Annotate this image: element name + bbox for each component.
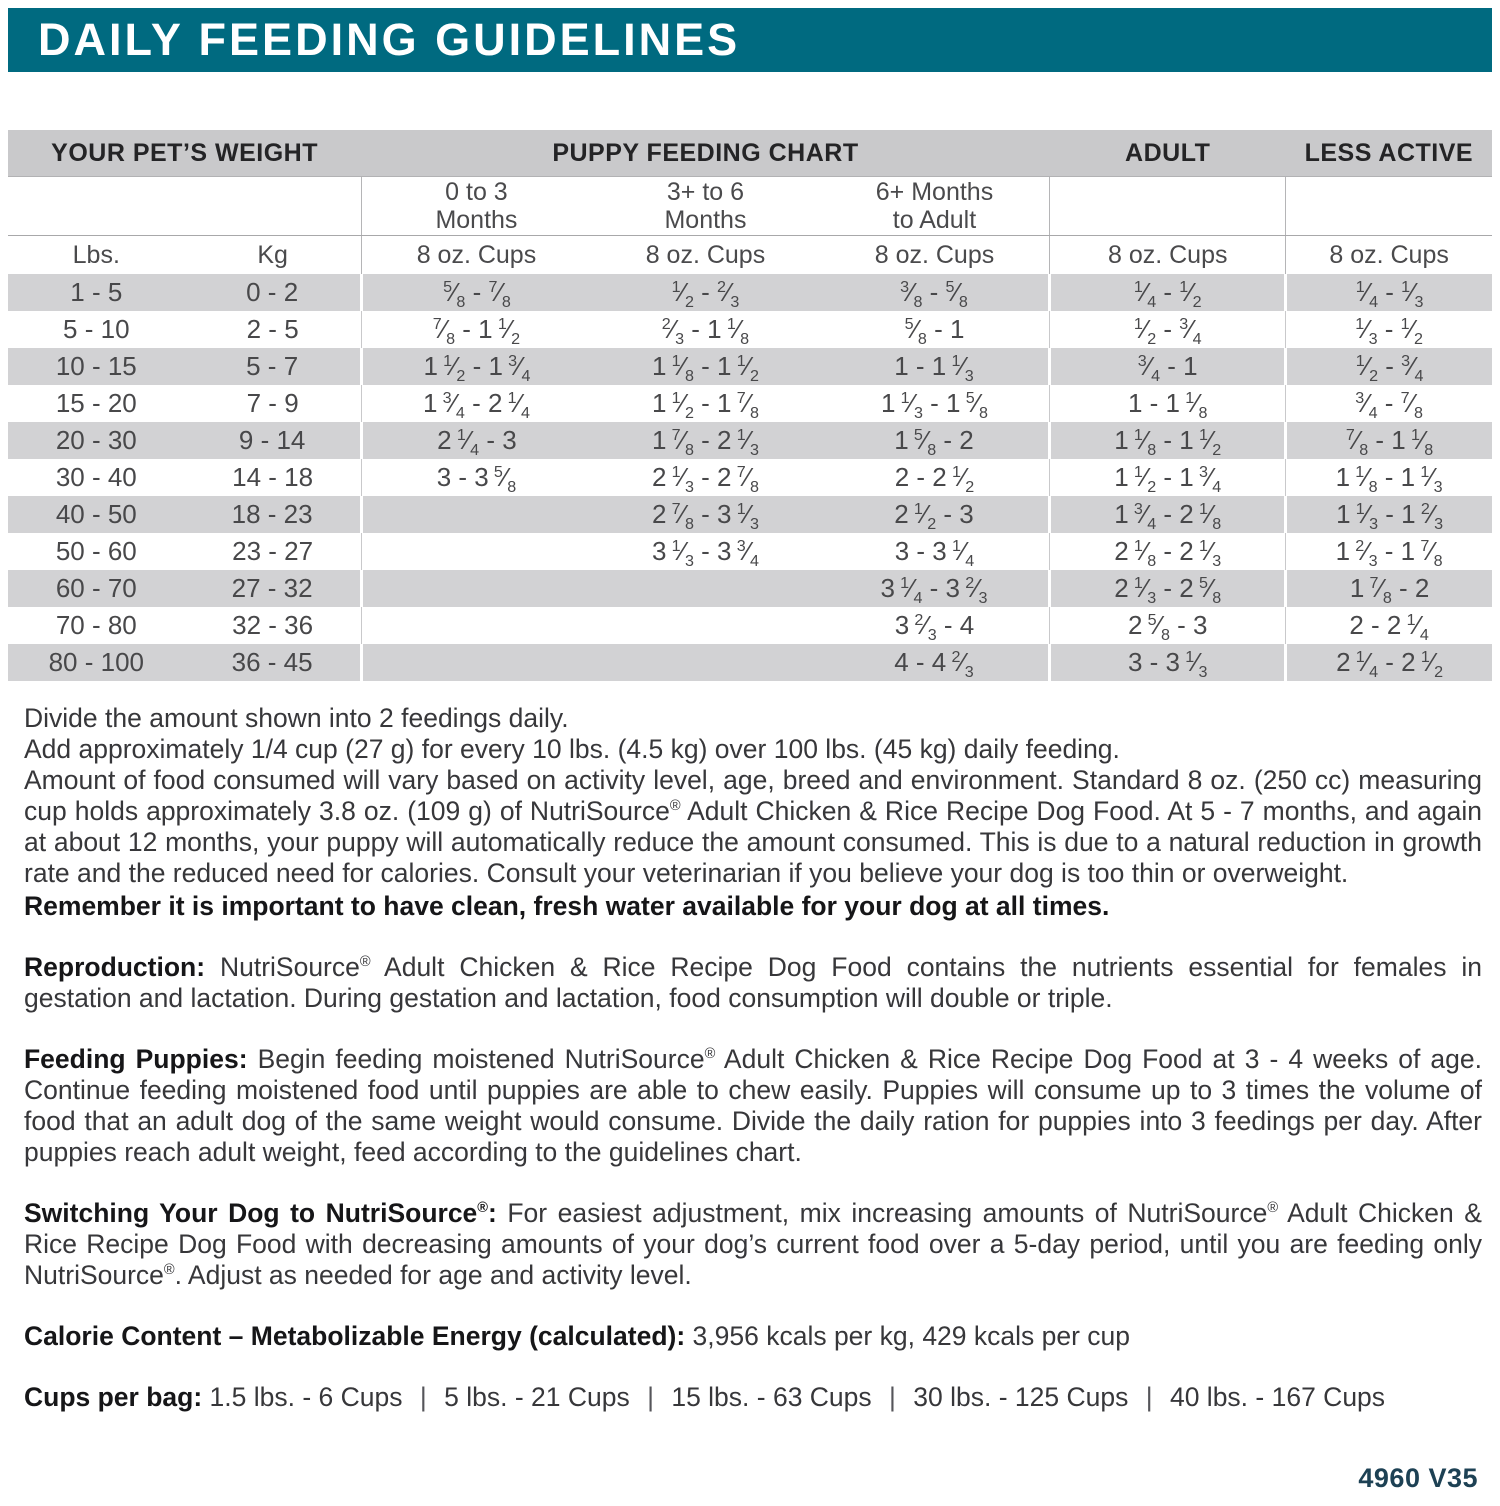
- cell-adult: $^1⁄_2$ - $^3⁄_4$: [1050, 311, 1286, 348]
- cell-adult: $^3⁄_4 - 1$: [1050, 348, 1286, 385]
- cell-adult: 2 $^5⁄_8 - 3$: [1050, 607, 1286, 644]
- cell-kg: 27 - 32: [185, 570, 362, 607]
- header-puppy-chart: PUPPY FEEDING CHART: [361, 130, 1050, 177]
- section-reproduction: [24, 952, 1482, 1014]
- cell-adult: 1 $^3⁄_4 - 2$ $^1⁄_8$: [1050, 496, 1286, 533]
- cell-p36: 2 $^1⁄_3 - 2$ $^7⁄_8$: [651, 462, 759, 497]
- header-cups-less: 8 oz. Cups: [1286, 236, 1492, 275]
- section-reproduction-text: NutriSource® Adult Chicken & Rice Recipe Dog Food contains the nutrients essential for females in gestation and lactation. During gestation and lactation, food consumption will double or triple.: [24, 952, 1482, 1013]
- notes-block: [24, 703, 1482, 922]
- cell-p03: [361, 644, 591, 681]
- cell-p03: $^7⁄_8 - 1$ $^1⁄_2$: [361, 311, 591, 348]
- cell-adult: $^1⁄_4$ - $^1⁄_2$: [1050, 274, 1286, 311]
- months-line: to Adult: [892, 206, 977, 234]
- cell-p6a: 2 $^1⁄_2 - 3$: [820, 496, 1050, 533]
- cell-less: 1 $^1⁄_3 - 1$ $^2⁄_3$: [1286, 496, 1492, 533]
- cell-p03: $^5⁄_8$ - $^7⁄_8$: [361, 274, 591, 311]
- header-pet-weight: YOUR PET’S WEIGHT: [8, 130, 361, 177]
- cell-lbs: 5 - 10: [63, 314, 130, 344]
- cell-p03: 2 $^1⁄_4 - 3$: [361, 422, 591, 459]
- cell-p36: $^2⁄_3 - 1$ $^1⁄_8$: [661, 314, 750, 349]
- feeding-table-body: [8, 274, 1492, 681]
- cell-adult: 2 $^1⁄_8 - 2$ $^1⁄_3$: [1050, 533, 1286, 570]
- table-row: [8, 607, 1492, 644]
- cell-p36: 1 $^7⁄_8 - 2$ $^1⁄_3$: [591, 422, 820, 459]
- cell-p03: 1 $^1⁄_2 - 1$ $^3⁄_4$: [361, 348, 591, 385]
- table-row: [8, 644, 1492, 681]
- product-code: 4960 V35: [1358, 1463, 1478, 1493]
- header-6-adult-months: [820, 177, 1050, 236]
- cell-kg: 32 - 36: [232, 610, 314, 640]
- section-feeding-puppies: [24, 1044, 1482, 1168]
- notes-lines: [24, 703, 1482, 889]
- table-row: [8, 496, 1492, 533]
- cell-adult: 1 $^1⁄_8 - 1$ $^1⁄_2$: [1050, 422, 1286, 459]
- cell-p6a: 2 - 2 $^1⁄_2$: [894, 462, 975, 497]
- cell-kg: 18 - 23: [185, 496, 362, 533]
- table-row: [8, 459, 1492, 496]
- cell-p36: $^1⁄_2$ - $^2⁄_3$: [591, 274, 820, 311]
- months-line: 0 to 3: [445, 178, 508, 206]
- cell-kg: 36 - 45: [185, 644, 362, 681]
- cell-p36: [591, 644, 820, 681]
- cell-p6a: 1 $^5⁄_8 - 2$: [820, 422, 1050, 459]
- notes-bold-line: Remember it is important to have clean, fresh water available for your dog at all times.: [24, 891, 1110, 921]
- header-0-3-months: [361, 177, 591, 236]
- table-row: [8, 348, 1492, 385]
- feeding-guidelines-page: [0, 8, 1500, 1506]
- cell-less: $^1⁄_3$ - $^1⁄_2$: [1286, 311, 1492, 348]
- header-cups-p6a: 8 oz. Cups: [874, 240, 995, 269]
- table-row: [8, 570, 1492, 607]
- cell-less: 1 $^1⁄_8 - 1$ $^1⁄_3$: [1286, 459, 1492, 496]
- cell-less: $^1⁄_2$ - $^3⁄_4$: [1286, 348, 1492, 385]
- note-line: Amount of food consumed will vary based on activity level, age, breed and environment. Standard 8 oz. (250 cc) measuring cup holds approximately 3.8 oz. (109 g) of NutriSource® Adult Chicken & Rice Recipe Dog Food. At 5 - 7 months, and again at about 12 months, your puppy will automatically reduce the amount consumed. This is due to a natural reduction in growth rate and the reduced need for calories. Consult your veterinarian if you believe your dog is too thin or overweight.: [24, 765, 1482, 888]
- cell-adult: 2 $^1⁄_3 - 2$ $^5⁄_8$: [1050, 570, 1286, 607]
- cell-p03: [361, 607, 591, 644]
- header-less-active: LESS ACTIVE: [1286, 130, 1492, 177]
- title-banner: [8, 8, 1492, 72]
- cell-lbs: 50 - 60: [55, 536, 137, 566]
- cell-lbs: 70 - 80: [55, 610, 137, 640]
- header-kg: Kg: [257, 240, 288, 269]
- cell-p36: 3 $^1⁄_3 - 3$ $^3⁄_4$: [651, 536, 759, 571]
- cell-less: $^3⁄_4$ - $^7⁄_8$: [1286, 385, 1492, 422]
- months-spacer-less: [1286, 177, 1492, 236]
- cell-p03: [361, 533, 591, 570]
- calorie-content-line: [24, 1321, 1482, 1352]
- cell-p36: 1 $^1⁄_2 - 1$ $^7⁄_8$: [651, 388, 759, 423]
- cell-p6a: 3 $^1⁄_4 - 3$ $^2⁄_3$: [820, 570, 1050, 607]
- cell-p03: [361, 496, 591, 533]
- months-line: Months: [664, 206, 747, 234]
- cell-p6a: 1 - 1 $^1⁄_3$: [820, 348, 1050, 385]
- section-switching-text: For easiest adjustment, mix increasing amounts of NutriSource® Adult Chicken & Rice Recipe Dog Food with decreasing amounts of your dog’s current food over a 5-day period, until you are feeding only NutriSource®. Adjust as needed for age and activity level.: [24, 1198, 1482, 1290]
- cell-less: 2 - 2 $^1⁄_4$: [1286, 607, 1492, 644]
- cell-lbs: 10 - 15: [8, 348, 185, 385]
- cell-p6a: 4 - 4 $^2⁄_3$: [820, 644, 1050, 681]
- page-title: DAILY FEEDING GUIDELINES: [38, 14, 741, 65]
- table-row: [8, 422, 1492, 459]
- table-months-row: [8, 177, 1492, 236]
- cell-p36: [591, 607, 820, 644]
- cell-less: 1 $^2⁄_3 - 1$ $^7⁄_8$: [1286, 533, 1492, 570]
- cell-lbs: 20 - 30: [8, 422, 185, 459]
- cell-adult: 1 - 1 $^1⁄_8$: [1050, 385, 1286, 422]
- cell-p6a: 3 - 3 $^1⁄_4$: [894, 536, 975, 571]
- calorie-content-label: Calorie Content – Metabolizable Energy (calculated):: [24, 1321, 686, 1351]
- cell-kg: 7 - 9: [246, 388, 299, 418]
- cell-p6a: 1 $^1⁄_3 - 1$ $^5⁄_8$: [880, 388, 988, 423]
- table-row: [8, 385, 1492, 422]
- section-reproduction-label: Reproduction:: [24, 952, 206, 982]
- header-3-6-months: [591, 177, 820, 236]
- header-cups-p03: 8 oz. Cups: [361, 236, 591, 275]
- cell-lbs: 80 - 100: [8, 644, 185, 681]
- feeding-table: [8, 130, 1492, 681]
- cell-lbs: 1 - 5: [8, 274, 185, 311]
- note-line: Add approximately 1/4 cup (27 g) for every 10 lbs. (4.5 kg) over 100 lbs. (45 kg) daily feeding.: [24, 734, 1120, 764]
- cell-kg: 2 - 5: [246, 314, 299, 344]
- cups-per-bag-text: 1.5 lbs. - 6 Cups | 5 lbs. - 21 Cups | 15 lbs. - 63 Cups | 30 lbs. - 125 Cups | 40 lbs. - 167 Cups: [209, 1382, 1386, 1412]
- cell-adult: 1 $^1⁄_2 - 1$ $^3⁄_4$: [1050, 459, 1286, 496]
- calorie-content-value: 3,956 kcals per kg, 429 kcals per cup: [692, 1321, 1131, 1351]
- table-row: [8, 274, 1492, 311]
- cell-p36: 1 $^1⁄_8 - 1$ $^1⁄_2$: [591, 348, 820, 385]
- cell-p6a: 3 $^2⁄_3 - 4$: [894, 610, 975, 645]
- section-switching-label: Switching Your Dog to NutriSource®:: [24, 1198, 497, 1228]
- table-group-header-row: [8, 130, 1492, 177]
- months-line: Months: [435, 206, 518, 234]
- section-feeding-puppies-label: Feeding Puppies:: [24, 1044, 248, 1074]
- cell-lbs: 60 - 70: [8, 570, 185, 607]
- cell-kg: 0 - 2: [185, 274, 362, 311]
- cell-adult: 3 - 3 $^1⁄_3$: [1050, 644, 1286, 681]
- cell-lbs: 30 - 40: [55, 462, 137, 492]
- cell-p36: 2 $^7⁄_8 - 3$ $^1⁄_3$: [591, 496, 820, 533]
- cell-kg: 5 - 7: [185, 348, 362, 385]
- cell-p6a: $^3⁄_8$ - $^5⁄_8$: [820, 274, 1050, 311]
- header-cups-adult: 8 oz. Cups: [1050, 236, 1286, 275]
- months-spacer: [8, 177, 361, 236]
- cell-p03: [361, 570, 591, 607]
- table-row: [8, 533, 1492, 570]
- cell-p03: 3 - 3 $^5⁄_8$: [361, 459, 591, 496]
- table-units-row: [8, 236, 1492, 275]
- cell-kg: 14 - 18: [232, 462, 314, 492]
- header-cups-p36: 8 oz. Cups: [645, 240, 766, 269]
- table-row: [8, 311, 1492, 348]
- cell-less: $^7⁄_8 - 1$ $^1⁄_8$: [1286, 422, 1492, 459]
- cell-p03: 1 $^3⁄_4 - 2$ $^1⁄_4$: [361, 385, 591, 422]
- header-lbs: Lbs.: [72, 240, 120, 269]
- cups-per-bag-line: [24, 1382, 1482, 1413]
- cell-p6a: $^5⁄_8 - 1$: [904, 314, 965, 349]
- cell-less: 2 $^1⁄_4 - 2$ $^1⁄_2$: [1286, 644, 1492, 681]
- cell-less: 1 $^7⁄_8 - 2$: [1286, 570, 1492, 607]
- cell-lbs: 15 - 20: [55, 388, 137, 418]
- section-feeding-puppies-text: Begin feeding moistened NutriSource® Adult Chicken & Rice Recipe Dog Food at 3 - 4 weeks of age. Continue feeding moistened food until puppies are able to chew easily. Puppies will consume up to 3 times the volume of food that an adult dog of the same weight would consume. Divide the daily ration for puppies into 3 feedings per day. After puppies reach adult weight, feed according to the guidelines chart.: [24, 1044, 1482, 1167]
- note-line: Divide the amount shown into 2 feedings daily.: [24, 703, 569, 733]
- months-spacer-adult: [1050, 177, 1286, 236]
- cell-kg: 9 - 14: [185, 422, 362, 459]
- cell-lbs: 40 - 50: [8, 496, 185, 533]
- section-switching: [24, 1198, 1482, 1291]
- cups-per-bag-label: Cups per bag:: [24, 1382, 203, 1412]
- months-line: 6+ Months: [875, 178, 994, 206]
- cell-p36: [591, 570, 820, 607]
- header-adult: ADULT: [1050, 130, 1286, 177]
- months-line: 3+ to 6: [666, 178, 745, 206]
- cell-less: $^1⁄_4$ - $^1⁄_3$: [1286, 274, 1492, 311]
- cell-kg: 23 - 27: [232, 536, 314, 566]
